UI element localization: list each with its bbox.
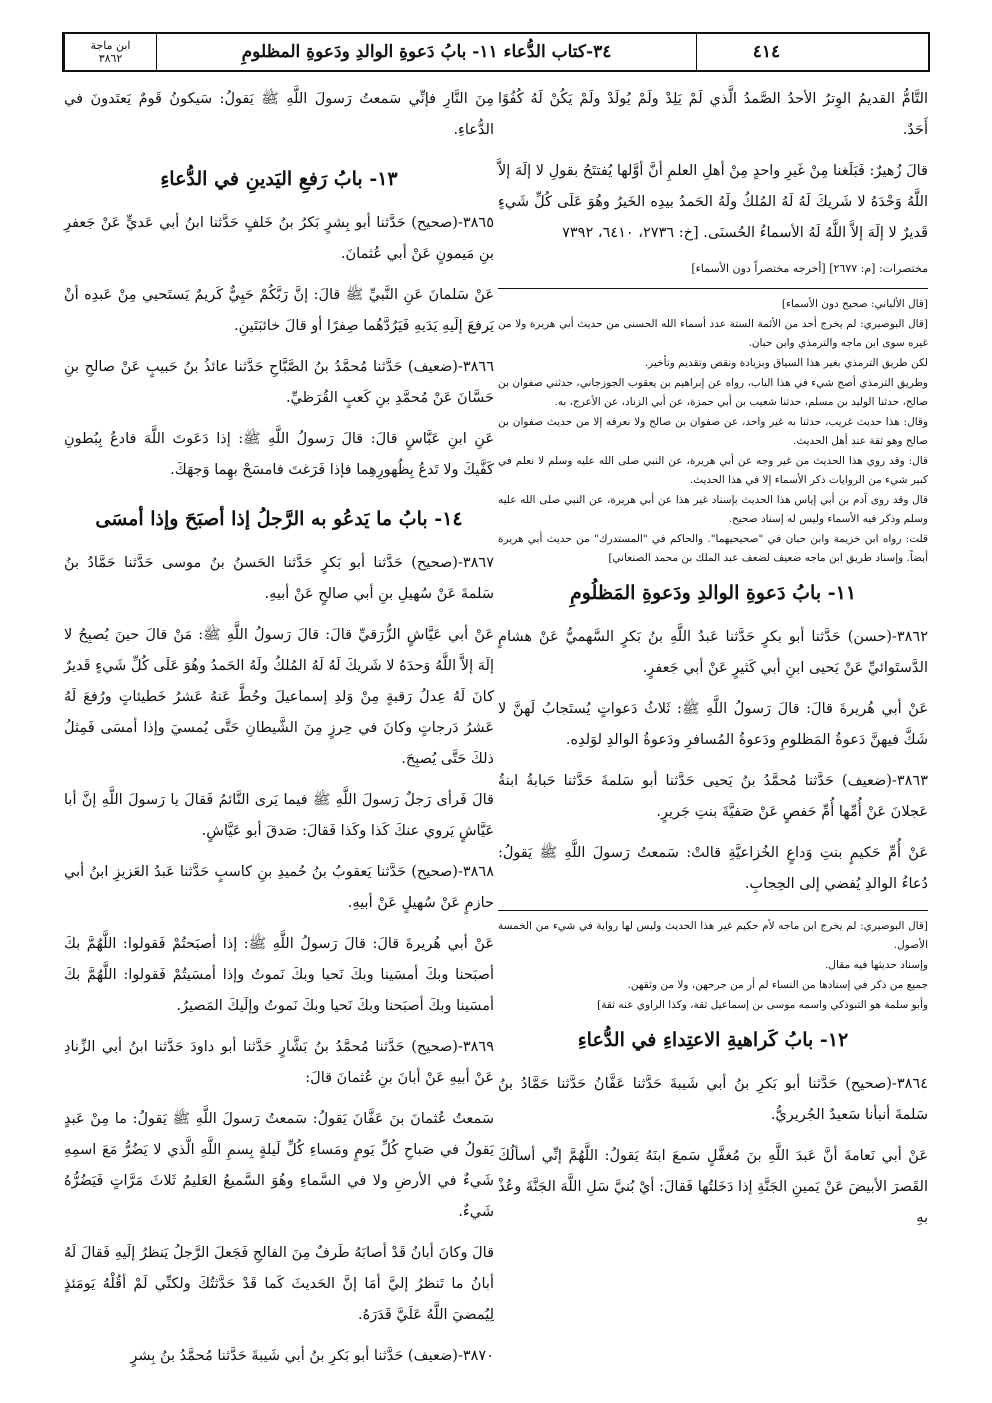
chapter-heading: ١٤- بابُ ما يَدعُو به الرَّجلُ إذا أصبَحَ وإذا أمسَى (95, 508, 463, 530)
footnote: وأبو سلمة هو التبوذكي واسمه موسى بن إسماعيل ثقة، وكذا الراوي عنه ثقة] (597, 999, 928, 1011)
hadith-matn: عَنْ أبي عَيَّاشٍ الزُّرَقيِّ قالَ: قالَ رَسولُ اللَّهِ ﷺ: مَنْ قالَ حينَ يُصبِحُ لا إلَهَ إلاَّ اللَّهُ وَحدَهُ لا شَريكَ لَهُ لَهُ المُلكُ ولَهُ الحَمدُ وهُوَ عَلَى كُلِّ شَيءٍ قَديرٌ كانَ لَهُ عِدلُ رَقبةٍ مِنْ وَلدِ إسماعيلَ وحُطَّ عَنهُ عَشرُ خَطيئاتٍ ورُفعَ لَهُ عَشرُ دَرجاتٍ وكانَ في حِرزٍ مِنَ الشَّيطانِ حَتَّى يُمسيَ وإذا أمسَى فَمِثلُ ذلكَ حَتَّى يُصبِحَ. (64, 627, 494, 767)
hadith-isnad: ٣٨٦٣-(ضعيف) حَدَّثنا مُحمَّدُ بنُ يَحيى حَدَّثنا أبو سَلمةَ حَدَّثنا حَبابةُ ابنةُ عَجلانَ عَنْ أُمِّها أُمِّ حَفصٍ عَنْ صَفيَّةَ بنتِ جَريرٍ. (498, 773, 928, 820)
right-column (498, 84, 928, 1244)
footnote: لكن طريق الترمذي بغير هذا السياق وبزيادة ونقص وتقديم وتأخير. (644, 357, 928, 369)
hadith-matn: عَنِ ابنِ عَبَّاسٍ قالَ: قالَ رَسولُ اللَّهِ ﷺ: إذا دَعَوتَ اللَّهَ فادعُ بِبُطونِ كَفَّيكَ ولا تَدعُ بِظُهورِهِما فإذا فَرَغتَ فامسَحْ بهِما وَجهَكَ. (64, 431, 494, 478)
hadith-matn: عَنْ أبي نَعامةَ أنَّ عَبدَ اللَّهِ بنَ مُغفَّلٍ سَمعَ ابنَهُ يَقولُ: اللَّهُمَّ إنِّي أسألُكَ القَصرَ الأبيضَ عَنْ يَمينِ الجَنَّةِ إذا دَخَلتُها فَقالَ: أيْ بُنيَّ سَلِ اللَّهَ الجَنَّةَ وعُذْ بهِ (498, 1148, 928, 1226)
page-header (62, 32, 930, 72)
paragraph: مِنَ النَّارِ فإنِّي سَمعتُ رَسولَ اللَّهِ ﷺ يَقولُ: سَيكونُ قَومٌ يَعتَدونَ في الدُّعاءِ. (64, 91, 494, 138)
hadith-isnad: ٣٨٦٦-(ضعيف) حَدَّثنا مُحمَّدُ بنُ الصَّبَّاحِ حَدَّثنا عائذُ بنُ حَبيبٍ عَنْ صالحِ بنِ حَسَّانَ عَنْ مُحمَّدِ بنِ كَعبٍ القُرَظيِّ. (64, 359, 494, 406)
paragraph: قالَ زُهيرٌ: فَبَلَغنا مِنْ غَيرِ واحدٍ مِنْ أهلِ العلمِ أنَّ أوَّلها يُفتتَحُ بقولِ لا إلَهَ إلاَّ اللَّهُ وَحْدَهُ لا شَريكَ لَهُ لَهُ المُلكُ ولَهُ الحَمدُ بيدِه الخَيرُ وهُوَ عَلَى كُلِّ شَيءٍ قَديرٌ لا إلَهَ إلاَّ اللَّهُ لَهُ الأسماءُ الحُسنَى. [خ: ٢٧٣٦، ٦٤١٠، ٧٣٩٢ (498, 163, 928, 241)
hadith-isnad: ٣٨٦٤-(صحيح) حَدَّثنا أبو بَكرِ بنُ أبي شَيبةَ حَدَّثنا عَفَّانُ حَدَّثنا حَمَّادُ بنُ سَلمةَ أنبأنا سَعيدٌ الجُريريُّ. (498, 1076, 928, 1123)
footnote: وإسناد حديثها فيه مقال. (825, 959, 928, 971)
paragraph: التَّامُّ القديمُ الوِترُ الأحدُ الصَّمدُ الَّذي لَمْ يَلِدْ ولَمْ يُولَدْ ولَمْ يَكُنْ لَهُ كُفُوًا أَحَدٌ. (498, 91, 928, 138)
header-blank-cell (836, 34, 928, 70)
header-hadith-ref (64, 34, 156, 70)
footnote: قلت: رواه ابن خزيمة وابن حبان في "صحيحيهما". والحاكم في "المستدرك" من حديث أبي هريرة أيضاً. وإسناد طريق ابن ماجه ضعيف لضعف عبد الملك بن محمد الصنعاني] (498, 533, 928, 564)
hadith-isnad: ٣٨٦٩-(صحيح) حَدَّثنا مُحمَّدُ بنُ بَشَّارٍ حَدَّثنا أبو داودَ حَدَّثنا ابنُ أبي الزِّنادِ عَنْ أبيهِ عَنْ أبانَ بنِ عُثمانَ قالَ: (64, 1039, 494, 1086)
chapter-heading: ١٢- بابُ كَراهيةِ الاعتِداءِ في الدُّعاءِ (577, 1029, 849, 1051)
footnote: [قال البوصيري: لم يخرج أحد من الأئمة الستة عدد أسماء الله الحسنى من حديث أبي هريرة ولا من غيره سوى ابن ماجه والترمذي وابن حبان. (498, 318, 928, 349)
hadith-matn: سَمعتُ عُثمانَ بنَ عَفَّانَ يَقولُ: سَمعتُ رَسولَ اللَّهِ ﷺ يَقولُ: ما مِنْ عَبدٍ يَقولُ في صَباحِ كُلِّ يَومٍ ومَساءِ كُلِّ لَيلةٍ بِسمِ اللَّهِ الَّذي لا يَضُرُّ مَعَ اسمِهِ شَيءٌ في الأرضِ ولا في السَّماءِ وهُوَ السَّميعُ العَليمُ ثَلاثَ مَرَّاتٍ فَيَضُرُّهُ شَيءٌ. (64, 1111, 494, 1220)
hadith-isnad: ٣٨٦٢-(حسن) حَدَّثنا أبو بكرٍ حَدَّثنا عَبدُ اللَّهِ بنُ بَكرٍ السَّهميُّ عَنْ هشامٍ الدَّستَوائيِّ عَنْ يَحيى ابنِ أبي كَثيرٍ عَنْ أبي جَعفرٍ. (498, 629, 928, 676)
header-hadith-number: ٣٨٦٢ (98, 52, 123, 65)
footnote: [قال الألباني: صحيح دون الأسماء] (781, 298, 928, 310)
header-book-ref: ابن ماجة (90, 39, 131, 52)
footnote: وطريق الترمذي أصح شيء في هذا الباب، رواه عن إبراهيم بن يعقوب الجوزجاني، حدثني صفوان بن صالح، حدثنا الوليد بن مسلم، حدثنا شعيب بن أبي حمزة، عن أبي الزناد، عن الأعرج، به. (498, 377, 928, 408)
hadith-isnad: ٣٨٦٥-(صحيح) حَدَّثنا أبو بِشرٍ بَكرُ بنُ خَلفٍ حَدَّثنا ابنُ أبي عَديٍّ عَنْ جَعفرِ بنِ مَيمونٍ عَنْ أبي عُثمانَ. (64, 215, 494, 262)
footnote: قال وقد روى آدم بن أبي إياس هذا الحديث بإسناد غير هذا عن أبي هريرة، عن النبي صلى الله عليه وسلم وذكر فيه الأسماء وليس له إسناد صحيح. (498, 494, 928, 525)
divider (498, 910, 928, 911)
mukhtasarat-line: مختصرات: [م: ٢٦٧٧] [أخرجه مختصراً دون الأسماء] (691, 262, 928, 275)
hadith-isnad: ٣٨٦٧-(صحيح) حَدَّثنا أبو بَكرٍ حَدَّثنا الحَسنُ بنُ موسى حَدَّثنا حَمَّادُ بنُ سَلمةَ عَنْ سُهيلِ بنِ أبي صالحٍ عَنْ أبيهِ. (64, 555, 494, 602)
footnote: [قال البوصيري: لم يخرج ابن ماجه لأم حكيم غير هذا الحديث وليس لها رواية في شيء من الخمسة الأصول. (498, 920, 928, 951)
chapter-heading: ١١- بابُ دَعوةِ الوالدِ ودَعوةِ المَظلُومِ (569, 582, 857, 604)
hadith-matn: عَنْ أُمِّ حَكيمٍ بنتِ وَداعٍ الخُزاعيَّةِ قالتْ: سَمعتُ رَسولَ اللَّهِ ﷺ يَقولُ: دُعاءُ الوالدِ يُفضي إلى الحِجابِ. (498, 845, 928, 892)
footnote: وقال: هذا حديث غريب، حدثنا به غير واحد، عن صفوان بن صالح ولا نعرفه إلا من حديث صفوان بن صالح وهو ثقة عند أهل الحديث. (498, 416, 928, 447)
chapter-heading: ١٣- بابُ رَفعِ اليَدينِ في الدُّعاءِ (160, 168, 398, 190)
footnote: قال: وقد روي هذا الحديث من غير وجه عن أبي هريرة، عن النبي صلى الله عليه وسلم لا نعلم في كبير شيء من الروايات ذكر الأسماء إلا في هذا الحديث. (498, 455, 928, 486)
header-title: ٣٤-كتاب الدُّعاء ١١- بابُ دَعوةِ الوالدِ ودَعوةِ المظلومِ (156, 34, 696, 70)
left-column (64, 84, 494, 1382)
paragraph: قالَ فَرأى رَجلٌ رَسولَ اللَّهِ ﷺ فيما يَرى النَّائمُ فَقالَ يا رَسولَ اللَّهِ إنَّ أبا عَيَّاشٍ يَروي عنكَ كَذا وكَذا فَقالَ: صَدقَ أبو عَيَّاشٍ. (64, 792, 494, 839)
footnote: جميع من ذكر في إسنادها من النساء لم أر من جرحهن، ولا من وثقهن. (627, 979, 928, 991)
hadith-matn: عَنْ سَلمانَ عَنِ النَّبيِّ ﷺ قالَ: إنَّ رَبَّكُمْ حَيِيٌّ كَريمٌ يَستَحيي مِنْ عَبدِه أنْ يَرفعَ إلَيهِ يَدَيهِ فَيَرُدَّهُما صِفرًا أو قالَ خائبَتَينِ. (64, 287, 494, 334)
header-page-number: ٤١٤ (696, 34, 836, 70)
paragraph: قالَ وكانَ أبانُ قَدْ أصابَهُ طَرفٌ مِنَ الفالجِ فَجَعلَ الرَّجلُ يَنظرُ إلَيهِ فَقالَ لَهُ أبانُ ما تَنظرُ إليَّ أمَا إنَّ الحَديثَ كَما قَدْ حَدَّثتُكَ ولكنِّي لَمْ أقُلْهُ يَومَئذٍ لِيُمضيَ اللَّهُ عَلَيَّ قَدَرَهُ. (64, 1245, 494, 1323)
hadith-matn: عَنْ أبي هُريرةَ قالَ: قالَ رَسولُ اللَّهِ ﷺ: إذا أصبَحتُمْ فَقولوا: اللَّهُمَّ بكَ أصبَحنا وبكَ أمسَينا وبكَ نَحيا وبكَ نَموتُ وإذا أمسَيتُمْ فَقولوا: اللَّهُمَّ بكَ أمسَينا وبكَ أصبَحنا وبكَ نَحيا وبكَ نَموتُ وإلَيكَ المَصيرُ. (64, 936, 494, 1014)
hadith-isnad: ٣٨٦٨-(صحيح) حَدَّثنا يَعقوبُ بنُ حُميدِ بنِ كاسبٍ حَدَّثنا عَبدُ العَزيزِ ابنُ أبي حازمٍ عَنْ سُهيلٍ عَنْ أبيهِ. (64, 864, 494, 911)
hadith-isnad: ٣٨٧٠-(ضعيف) حَدَّثنا أبو بَكرِ بنُ أبي شَيبةَ حَدَّثنا مُحمَّدُ بنُ بِشرٍ (130, 1348, 494, 1364)
hadith-matn: عَنْ أبي هُريرةَ قالَ: قالَ رَسولُ اللَّهِ ﷺ: ثَلاثُ دَعواتٍ يُستَجابُ لَهنَّ لا شَكَّ فيهنَّ دَعوةُ المَظلومِ ودَعوةُ المُسافرِ ودَعوةُ الوالدِ لوَلدِه. (498, 701, 928, 748)
divider (498, 288, 928, 289)
